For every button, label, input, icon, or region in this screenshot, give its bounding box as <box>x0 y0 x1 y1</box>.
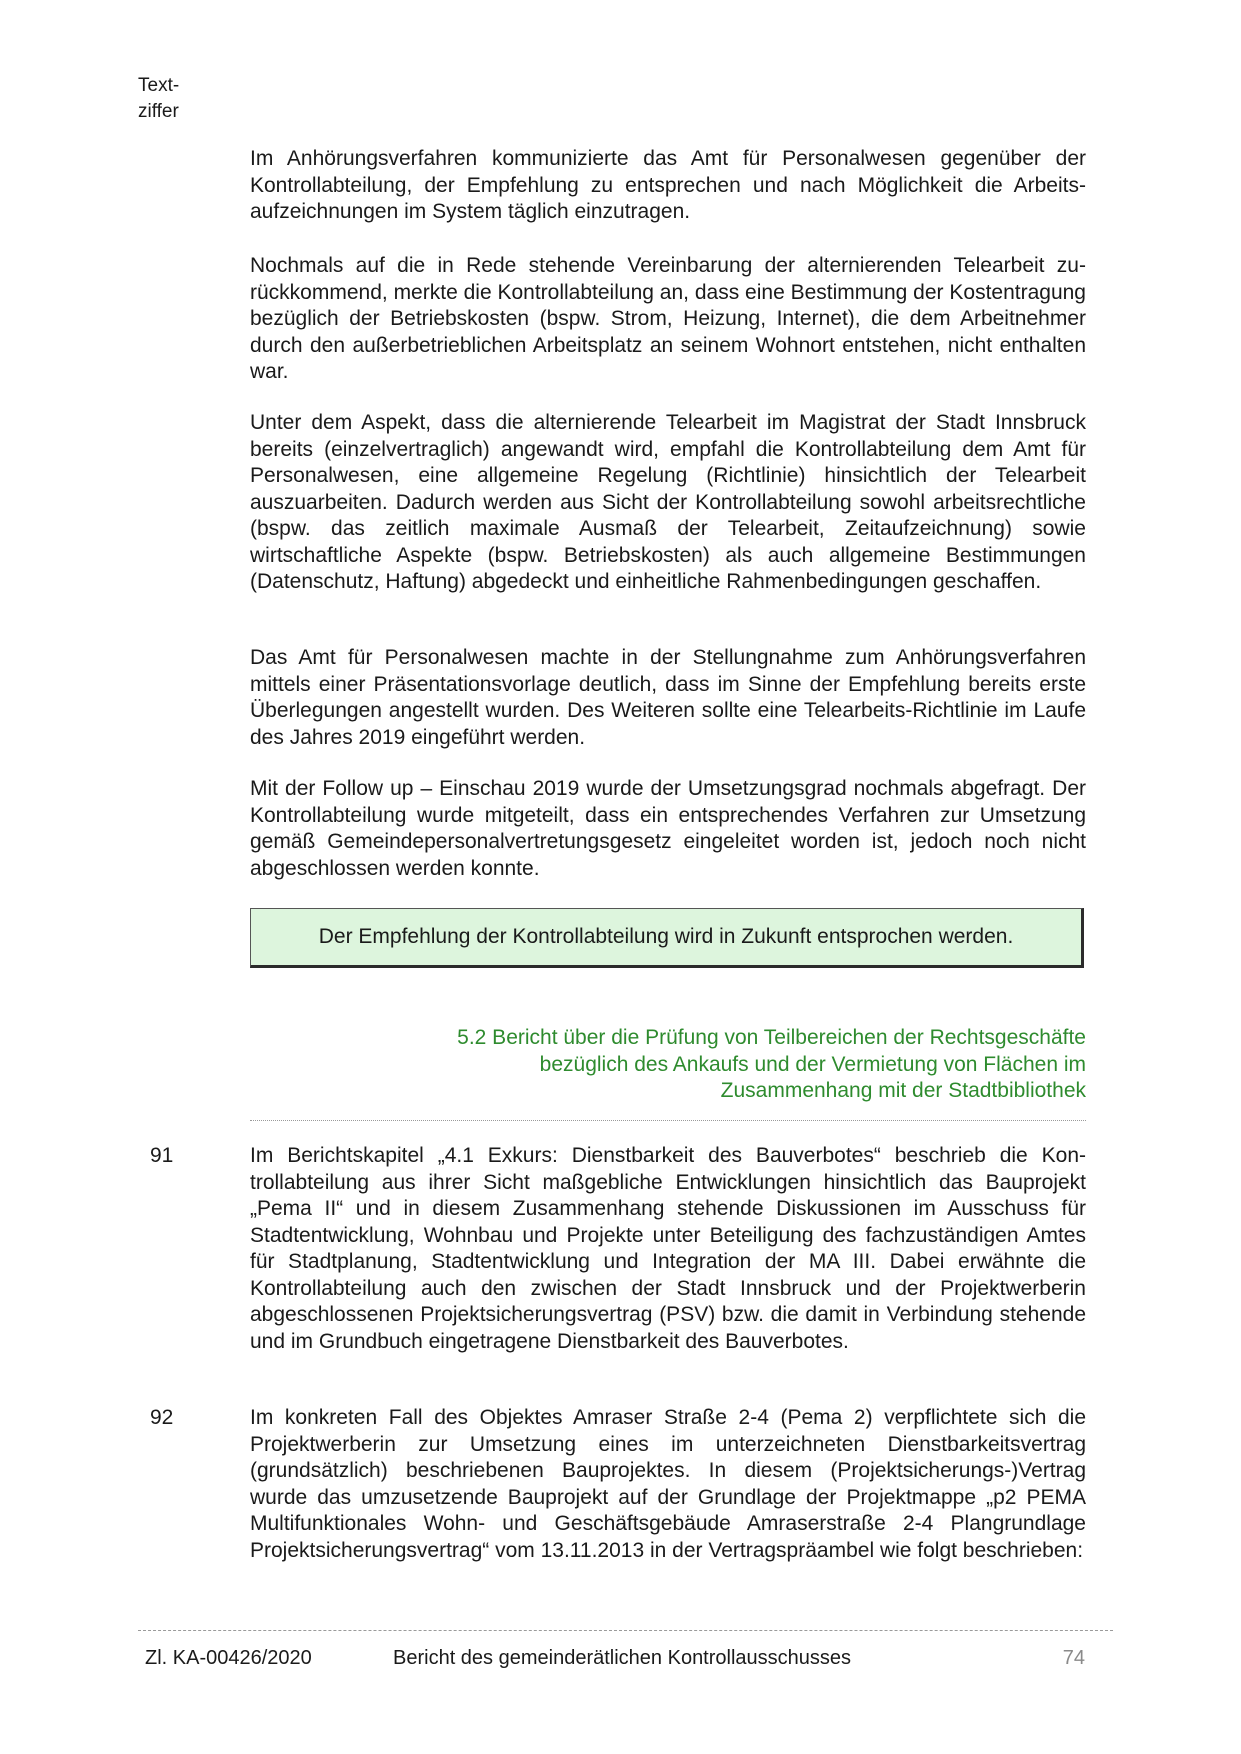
margin-label-line-2: ziffer <box>138 101 179 122</box>
paragraph-stellungnahme: Das Amt für Personalwesen machte in der Stellungnahme zum Anhörungsverfahren mittels einer Präsentationsvorlage deutlich, dass im Sinne der Empfehlung bereits erste Überlegungen angestellt wurden. Des Weiteren sollte eine Telearbeits-Richtlinie im Laufe des Jahres 2019 eingeführt werden. <box>250 646 1086 749</box>
paragraph-follow-up: Mit der Follow up – Einschau 2019 wurde der Umsetzungsgrad nochmals abgefragt. Der Kontrollabteilung wurde mitgeteilt, dass ein entsprechendes Verfahren zur Umsetzung gemäß Gemeindepersonalvertretungsgesetz eingeleitet worden ist, jedoch noch nicht abgeschlossen werden konnte. <box>250 777 1086 880</box>
paragraph-anhoerungsverfahren: Im Anhörungsverfahren kommunizierte das Amt für Personalwesen gegenüber der Kontrollabteilung, der Empfehlung zu entsprechen und nach Möglichkeit die Arbeitsaufzeichnungen im System täglich einzutragen. <box>250 147 1086 223</box>
section-heading-line-3: Zusammenhang mit der Stadtbibliothek <box>720 1079 1086 1102</box>
section-heading-line-1: 5.2 Bericht über die Prüfung von Teilbereichen der Rechtsgeschäfte <box>457 1026 1086 1049</box>
paragraph-amraser-strasse: Im konkreten Fall des Objektes Amraser Straße 2-4 (Pema 2) verpflichtete sich die Projektwerberin zur Umsetzung eines im unterzeichneten Dienstbarkeitsvertrag (grundsätzlich) beschriebenen Bauprojektes. In diesem (Projektsicherungs-)Vertrag wurde das umzusetzende Bauprojekt auf der Grundlage der Projektmappe „p2 PEMA Multifunktionales Wohn- und Geschäftsgebäude Amraserstraße 2-4 Plangrundlage Projektsicherungsvertrag“ vom 13.11.2013 in der Vertragspräambel wie folgt beschrieben: <box>250 1406 1086 1562</box>
textziffer-91: 91 <box>150 1144 174 1167</box>
paragraph-exkurs-dienstbarkeit: Im Berichtskapitel „4.1 Exkurs: Dienstbarkeit des Bauverbotes“ beschrieb die Kontrollabteilung aus ihrer Sicht maßgebliche Entwicklungen hinsichtlich das Bauprojekt „Pema II“ und in diesem Zusammenhang stehende Diskussionen im Ausschuss für Stadtentwicklung, Wohnbau und Projekte unter Beteiligung des fachzuständigen Amtes für Stadtplanung, Stadtentwicklung und Integration der MA III. Dabei erwähnte die Kontrollabteilung auch den zwischen der Stadt Innsbruck und der Projektwerberin abgeschlossenen Projektsicherungsvertrag (PSV) bzw. die damit in Verbindung stehende und im Grundbuch eingetragene Dienstbarkeit des Bauverbotes. <box>250 1144 1086 1353</box>
recommendation-status-box <box>250 908 1084 968</box>
footer-divider <box>138 1630 1113 1631</box>
section-heading-line-2: bezüglich des Ankaufs und der Vermietung von Flächen im <box>539 1052 1086 1076</box>
footer-report-title: Bericht des gemeinderätlichen Kontrollausschusses <box>393 1647 852 1669</box>
margin-label-line-1: Text- <box>138 75 180 96</box>
paragraph-richtlinie-empfehlung: Unter dem Aspekt, dass die alternierende Telearbeit im Magistrat der Stadt Innsbruck bereits (einzelvertraglich) angewandt wird, empfahl die Kontrollabteilung dem Amt für Personalwesen, eine allgemeine Regelung (Richtlinie) hinsichtlich der Telearbeit auszuarbeiten. Dadurch werden aus Sicht der Kontrollabteilung sowohl arbeitsrechtliche (bspw. das zeitlich maximale Ausmaß der Telearbeit, Zeitaufzeichnung) sowie wirtschaftliche Aspekte (bspw. Betriebskosten) als auch allgemeine Bestimmungen (Datenschutz, Haftung) abgedeckt und einheitliche Rahmenbedingungen geschaffen. <box>250 411 1086 593</box>
section-heading-divider <box>250 1120 1086 1121</box>
footer-page-number: 74 <box>1062 1647 1085 1669</box>
textziffer-column-label <box>138 73 218 125</box>
footer-reference-number: Zl. KA-00426/2020 <box>145 1647 312 1669</box>
section-heading-5-2 <box>360 1025 1086 1105</box>
recommendation-status-text: Der Empfehlung der Kontrollabteilung wird in Zukunft entsprochen werden. <box>318 925 1014 948</box>
paragraph-kostentragung: Nochmals auf die in Rede stehende Vereinbarung der alternierenden Telearbeit zurückkommend, merkte die Kontrollabteilung an, dass eine Bestimmung der Kostentragung bezüglich der Betriebskosten (bspw. Strom, Heizung, Internet), die dem Arbeitnehmer durch den außerbetrieblichen Arbeitsplatz an seinem Wohnort entstehen, nicht enthalten war. <box>250 254 1086 383</box>
textziffer-92: 92 <box>150 1406 174 1429</box>
